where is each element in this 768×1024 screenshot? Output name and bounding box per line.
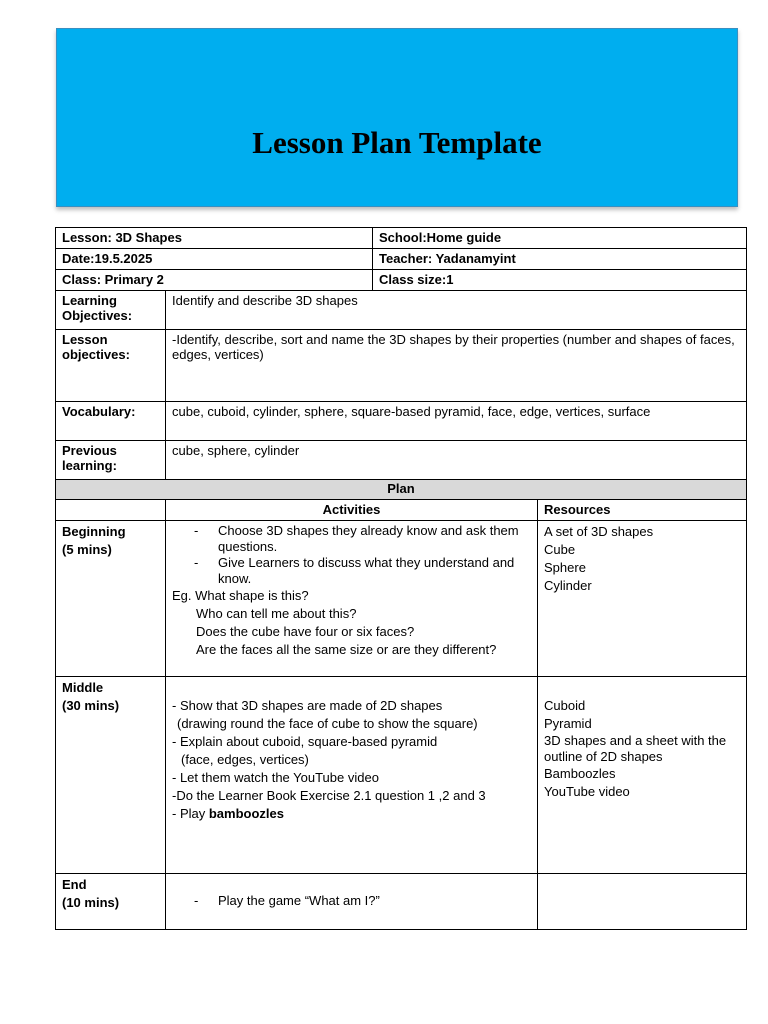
class-cell: Class: Primary 2 bbox=[56, 270, 373, 291]
stage-label: Middle bbox=[62, 680, 104, 695]
table-row bbox=[56, 249, 747, 270]
play-prefix: - Play bbox=[172, 806, 209, 821]
previous-learning-text: cube, sphere, cylinder bbox=[166, 441, 747, 480]
label-line: Learning bbox=[62, 293, 117, 308]
table-row bbox=[56, 330, 747, 402]
activity-line bbox=[172, 805, 531, 823]
teacher-cell: Teacher: Yadanamyint bbox=[373, 249, 747, 270]
resource-item: Sphere bbox=[544, 560, 586, 575]
lesson-plan-table bbox=[55, 227, 747, 930]
activity-line: - Show that 3D shapes are made of 2D shapes bbox=[172, 698, 443, 713]
vocabulary-text: cube, cuboid, cylinder, sphere, square-based pyramid, face, edge, vertices, surface bbox=[166, 402, 747, 441]
table-row bbox=[56, 441, 747, 480]
lesson-objectives-text: -Identify, describe, sort and name the 3D shapes by their properties (number and shapes of faces, edges, vertices) bbox=[166, 330, 747, 402]
table-row bbox=[56, 270, 747, 291]
list-item: - Choose 3D shapes they already know and ask them questions. bbox=[172, 523, 531, 555]
school-cell: School:Home guide bbox=[373, 228, 747, 249]
example-line: Eg. What shape is this? bbox=[172, 588, 309, 603]
title-banner bbox=[56, 28, 738, 207]
spacer bbox=[544, 679, 740, 697]
label-line: objectives: bbox=[62, 347, 130, 362]
resource-item: Bamboozles bbox=[544, 766, 616, 781]
lesson-objectives-label bbox=[56, 330, 166, 402]
table-row bbox=[56, 677, 747, 874]
resource-item: Cuboid bbox=[544, 698, 586, 713]
middle-label bbox=[56, 677, 166, 874]
resource-item: Pyramid bbox=[544, 716, 592, 731]
activities-header: Activities bbox=[166, 500, 538, 521]
date-cell: Date:19.5.2025 bbox=[56, 249, 373, 270]
empty-cell bbox=[56, 500, 166, 521]
table-row bbox=[56, 500, 747, 521]
page-title: Lesson Plan Template bbox=[252, 125, 542, 160]
question-line: Does the cube have four or six faces? bbox=[196, 624, 415, 639]
middle-resources bbox=[538, 677, 747, 874]
vocabulary-label: Vocabulary: bbox=[56, 402, 166, 441]
table-row bbox=[56, 874, 747, 930]
learning-objectives-label bbox=[56, 291, 166, 330]
lesson-cell: Lesson: 3D Shapes bbox=[56, 228, 373, 249]
label-line: Objectives: bbox=[62, 308, 133, 323]
table-row bbox=[56, 521, 747, 677]
resource-item: Cube bbox=[544, 542, 576, 557]
resource-item: Cylinder bbox=[544, 578, 592, 593]
resource-item: YouTube video bbox=[544, 784, 630, 799]
activity-line: -Do the Learner Book Exercise 2.1 question 1 ,2 and 3 bbox=[172, 788, 486, 803]
activity-line: (face, edges, vertices) bbox=[181, 752, 309, 767]
activity-line: - Explain about cuboid, square-based pyramid bbox=[172, 734, 438, 749]
label-line: learning: bbox=[62, 458, 117, 473]
list-item: - Give Learners to discuss what they understand and know. bbox=[172, 555, 531, 587]
beginning-resources bbox=[538, 521, 747, 677]
list-item: - Play the game “What am I?” bbox=[172, 893, 531, 909]
beginning-activities bbox=[166, 521, 538, 677]
stage-time: (30 mins) bbox=[62, 698, 120, 713]
stage-time: (5 mins) bbox=[62, 542, 112, 557]
label-line: Lesson bbox=[62, 332, 108, 347]
end-activities bbox=[166, 874, 538, 930]
learning-objectives-text: Identify and describe 3D shapes bbox=[166, 291, 747, 330]
label-line: Previous bbox=[62, 443, 117, 458]
question-line: Who can tell me about this? bbox=[196, 606, 357, 621]
stage-label: End bbox=[62, 877, 87, 892]
middle-activities bbox=[166, 677, 538, 874]
question-line: Are the faces all the same size or are they different? bbox=[196, 642, 497, 657]
previous-learning-label bbox=[56, 441, 166, 480]
bullet-list bbox=[172, 523, 531, 587]
table-row bbox=[56, 402, 747, 441]
bamboozles-text: bamboozles bbox=[208, 806, 284, 821]
spacer bbox=[172, 679, 531, 697]
stage-time: (10 mins) bbox=[62, 895, 120, 910]
resource-item: 3D shapes and a sheet with the outline of 2D shapes bbox=[544, 733, 727, 764]
plan-heading: Plan bbox=[56, 480, 747, 500]
end-resources bbox=[538, 874, 747, 930]
table-row bbox=[56, 228, 747, 249]
table-row bbox=[56, 480, 747, 500]
class-size-cell: Class size:1 bbox=[373, 270, 747, 291]
activity-line: - Let them watch the YouTube video bbox=[172, 770, 379, 785]
beginning-label bbox=[56, 521, 166, 677]
bullet-list bbox=[172, 893, 531, 909]
resources-header: Resources bbox=[538, 500, 747, 521]
resource-item: A set of 3D shapes bbox=[544, 524, 654, 539]
end-label bbox=[56, 874, 166, 930]
activity-line: (drawing round the face of cube to show the square) bbox=[177, 716, 478, 731]
stage-label: Beginning bbox=[62, 524, 126, 539]
table-row bbox=[56, 291, 747, 330]
